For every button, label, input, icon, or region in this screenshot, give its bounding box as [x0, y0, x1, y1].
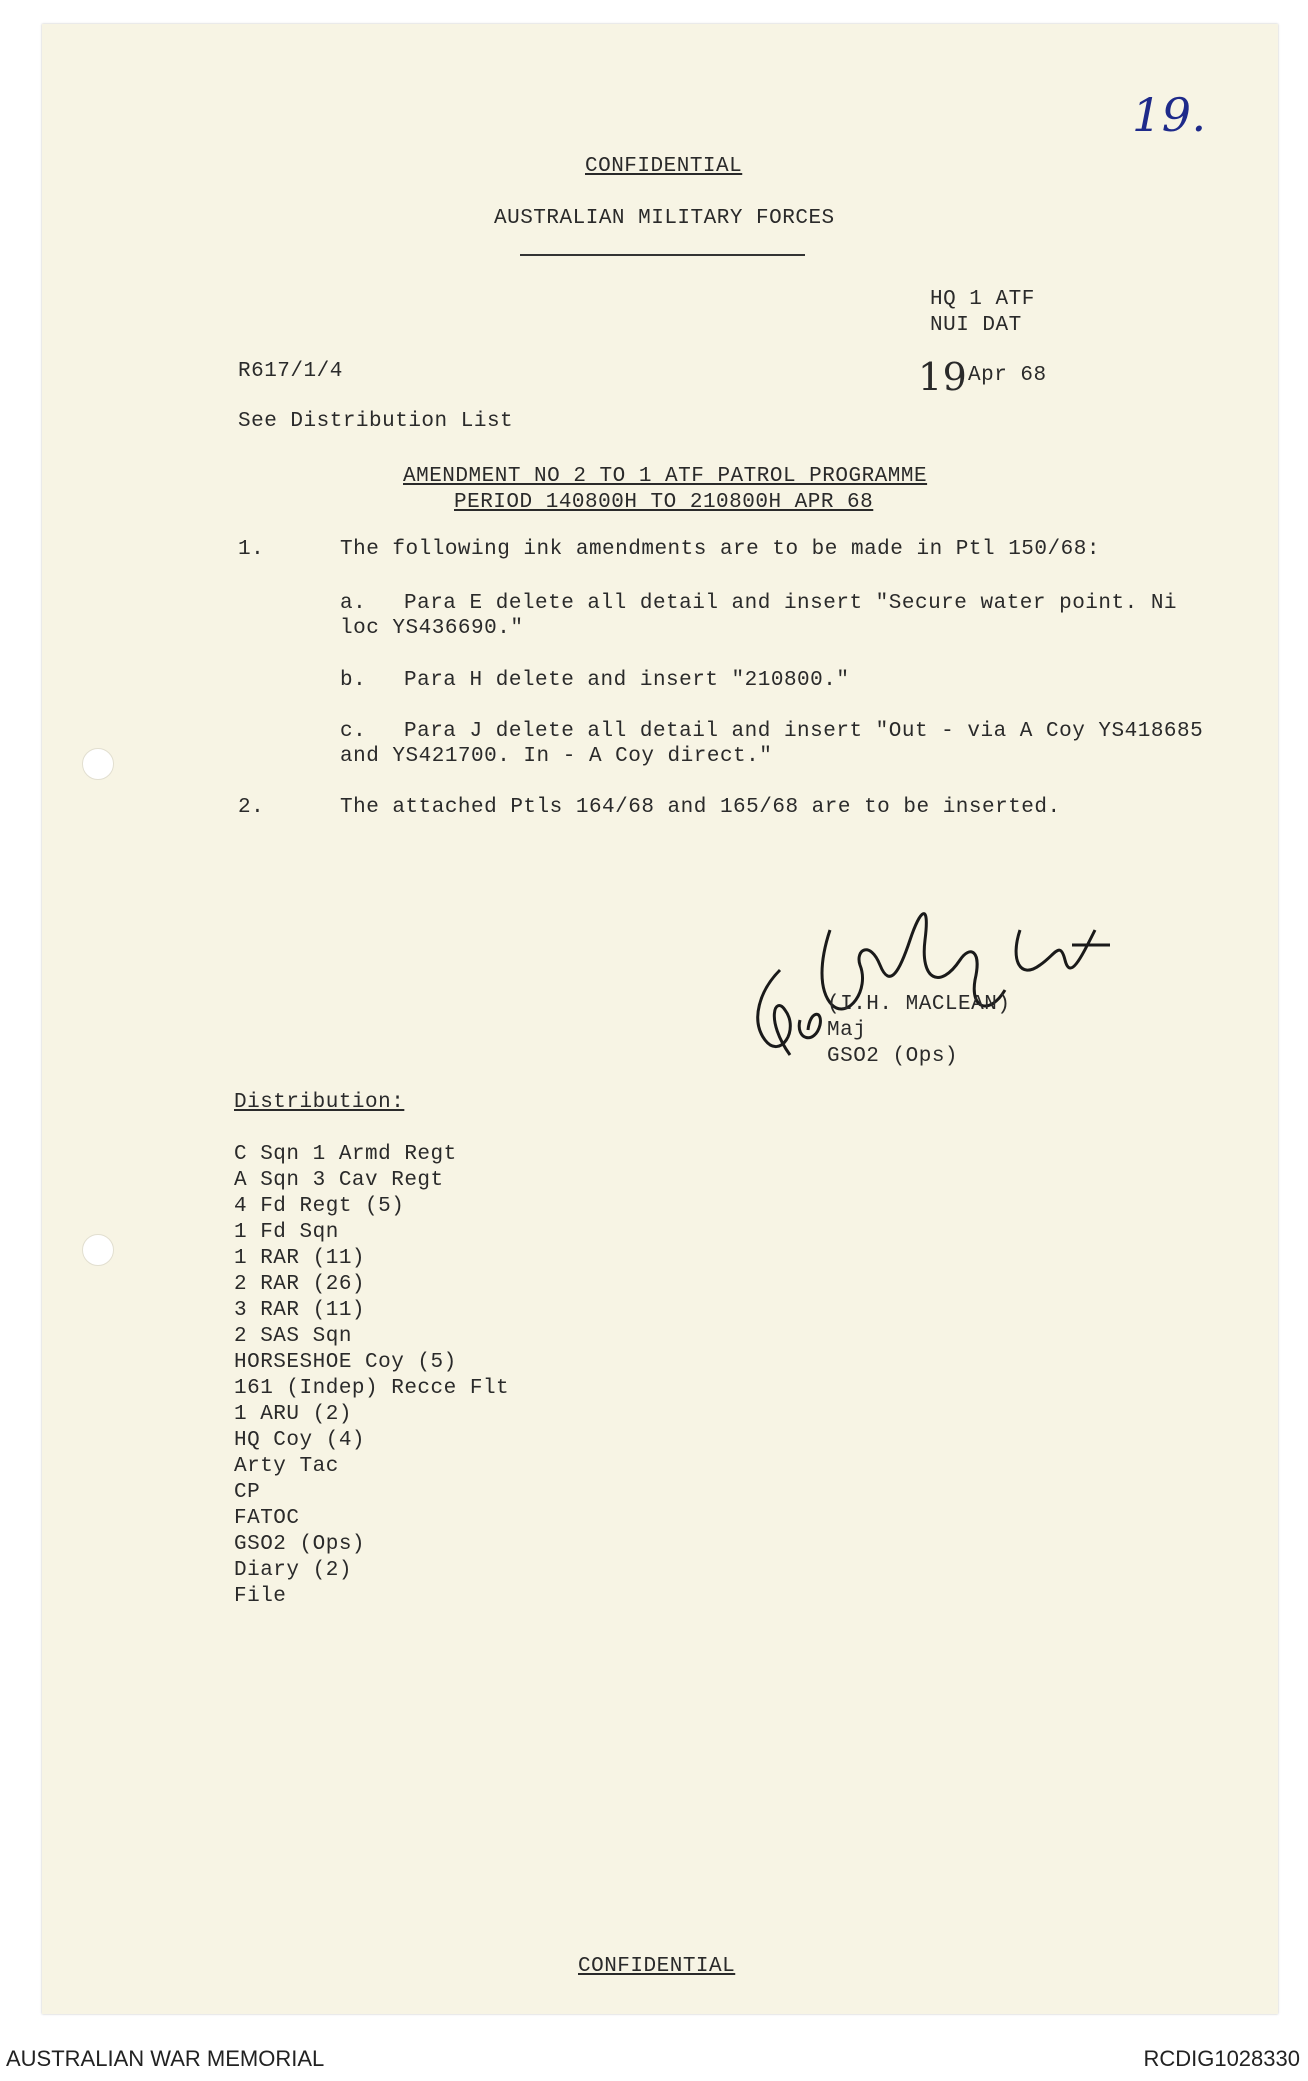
signatory-rank: Maj [827, 1019, 867, 1042]
archive-credit: AUSTRALIAN WAR MEMORIAL [6, 2046, 325, 2071]
list-item: A Sqn 3 Cav Regt [234, 1169, 444, 1192]
list-item: 1 Fd Sqn [234, 1221, 339, 1244]
reference-number: R617/1/4 [238, 360, 343, 383]
list-item: C Sqn 1 Armd Regt [234, 1143, 457, 1166]
list-item: FATOC [234, 1507, 300, 1530]
subject-line-2: PERIOD 140800H TO 210800H APR 68 [454, 491, 874, 514]
subpara-b-letter: b. [340, 669, 367, 692]
subpara-b-line-1: Para H delete and insert "210800." [404, 669, 850, 692]
list-item: HORSESHOE Coy (5) [234, 1351, 457, 1374]
signatory-name: (I.H. MACLEAN) [827, 993, 1011, 1016]
list-item: 1 ARU (2) [234, 1403, 352, 1426]
list-item: 4 Fd Regt (5) [234, 1195, 405, 1218]
classification-footer: CONFIDENTIAL [578, 1955, 736, 1978]
list-item: Diary (2) [234, 1559, 352, 1582]
address-line-2: NUI DAT [930, 314, 1022, 337]
signature-for-label [727, 1000, 730, 1001]
list-item: CP [234, 1481, 261, 1504]
subpara-c-line-2: and YS421700. In - A Coy direct." [340, 745, 773, 768]
classification-header: CONFIDENTIAL [585, 155, 743, 178]
address-line-1: HQ 1 ATF [930, 288, 1035, 311]
punch-hole [82, 748, 114, 780]
list-item: Arty Tac [234, 1455, 339, 1478]
handwritten-page-number: 19. [1132, 88, 1207, 142]
handwritten-day: 19 [918, 355, 968, 399]
subpara-c-line-1: Para J delete all detail and insert "Out - via A Coy YS418685 [404, 720, 1204, 743]
archive-id: RCDIG1028330 [1143, 2046, 1300, 2071]
signatory-appointment: GSO2 (Ops) [827, 1045, 959, 1068]
para-1-text: The following ink amendments are to be made in Ptl 150/68: [340, 538, 1100, 561]
list-item: File [234, 1585, 287, 1608]
para-2-text: The attached Ptls 164/68 and 165/68 are to be inserted. [340, 796, 1061, 819]
subject-line-1: AMENDMENT NO 2 TO 1 ATF PATROL PROGRAMME [403, 465, 928, 488]
list-item: GSO2 (Ops) [234, 1533, 366, 1556]
organisation-heading: AUSTRALIAN MILITARY FORCES [494, 207, 835, 230]
subpara-a-letter: a. [340, 592, 367, 615]
signature-text [800, 920, 810, 921]
subpara-a-line-2: loc YS436690." [340, 617, 524, 640]
list-item: 2 SAS Sqn [234, 1325, 352, 1348]
heading-rule [520, 254, 805, 256]
list-item: 3 RAR (11) [234, 1299, 366, 1322]
list-item: 1 RAR (11) [234, 1247, 366, 1270]
date-month-year: Apr 68 [968, 364, 1047, 387]
para-1-number: 1. [238, 538, 265, 561]
list-item: HQ Coy (4) [234, 1429, 366, 1452]
distribution-heading: Distribution: [234, 1091, 405, 1114]
list-item: 161 (Indep) Recce Flt [234, 1377, 510, 1400]
subpara-c-letter: c. [340, 720, 367, 743]
para-2-number: 2. [238, 796, 265, 819]
subpara-a-line-1: Para E delete all detail and insert "Secure water point. Ni [404, 592, 1178, 615]
punch-hole [82, 1234, 114, 1266]
list-item: 2 RAR (26) [234, 1273, 366, 1296]
addressee: See Distribution List [238, 410, 514, 433]
